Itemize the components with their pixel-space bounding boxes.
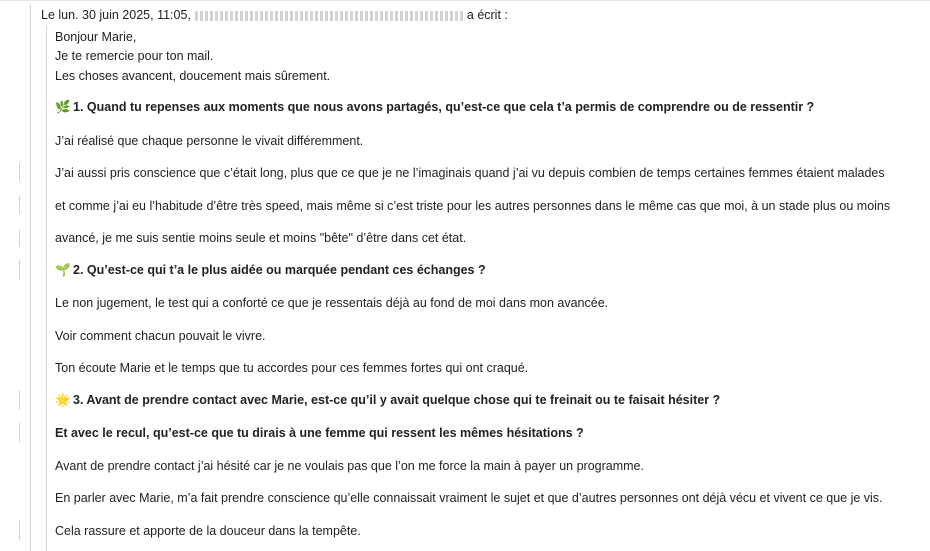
quote-bar-fragment — [19, 163, 20, 181]
answer-line: Ton écoute Marie et le temps que tu accordes pour ces femmes fortes qui ont craqué. — [55, 361, 529, 375]
quote-bar-fragment — [19, 423, 20, 443]
quote-bar-fragment — [19, 390, 20, 410]
intro-line: Je te remercie pour ton mail. — [55, 49, 214, 63]
quote-bar-fragment — [19, 229, 20, 247]
star-icon: 🌟 — [55, 393, 71, 407]
answer-line: avancé, je me suis sentie moins seule et moins "bête" d’être dans cet état. — [55, 231, 467, 245]
question-3b: Et avec le recul, qu’est-ce que tu dirais à une femme qui ressent les mêmes hésitations ? — [55, 426, 584, 440]
quote-bar-fragment — [19, 520, 20, 540]
question-1-text: 1. Quand tu repenses aux moments que nous avons partagés, qu’est-ce que cela t’a permis de comprendre ou de ressentir ? — [73, 100, 815, 114]
question-2-text: 2. Qu’est-ce qui t’a le plus aidée ou marquée pendant ces échanges ? — [73, 263, 486, 277]
seedling-icon: 🌱 — [55, 263, 71, 277]
redacted-sender — [195, 11, 463, 21]
answer-line: Avant de prendre contact j’ai hésité car je ne voulais pas que l’on me force la main à payer un programme. — [55, 459, 644, 473]
question-2 — [55, 263, 486, 278]
answer-line: En parler avec Marie, m’a fait prendre conscience qu’elle connaissait vraiment le sujet et que d’autres personnes ont déjà vécu et vivent ce que je vis. — [55, 491, 883, 505]
top-divider — [0, 0, 930, 1]
quote-bar-fragment — [19, 196, 20, 214]
greeting: Bonjour Marie, — [55, 30, 137, 44]
answer-line: Cela rassure et apporte de la douceur dans la tempête. — [55, 524, 361, 538]
answer-line: Le non jugement, le test qui a conforté ce que je ressentais déjà au fond de moi dans mon avancée. — [55, 296, 609, 310]
quote-header — [41, 8, 508, 22]
question-3 — [55, 393, 720, 408]
question-1 — [55, 100, 814, 115]
quote-header-suffix: a écrit : — [466, 8, 508, 22]
intro-line: Les choses avancent, doucement mais sûrement. — [55, 69, 331, 83]
quote-header-prefix: Le lun. 30 juin 2025, 11:05, — [41, 8, 191, 22]
answer-line: Voir comment chacun pouvait le vivre. — [55, 329, 266, 343]
answer-line: et comme j’ai eu l’habitude d’être très speed, mais même si c’est triste pour les autres personnes dans le même cas que moi, à un stade plus ou moins — [55, 199, 891, 213]
quote-bar-inner — [46, 26, 47, 551]
herb-icon: 🌿 — [55, 100, 71, 114]
quote-bar-fragment — [19, 260, 20, 280]
question-3-text: 3. Avant de prendre contact avec Marie, est-ce qu’il y avait quelque chose qui te freinait ou te faisait hésiter ? — [73, 393, 721, 407]
answer-line: J’ai aussi pris conscience que c’était long, plus que ce que je ne l’imaginais quand j’ai vu depuis combien de temps certaines femmes étaient malades — [55, 166, 885, 180]
quote-bar-outer — [30, 4, 31, 551]
answer-line: J’ai réalisé que chaque personne le vivait différemment. — [55, 134, 364, 148]
